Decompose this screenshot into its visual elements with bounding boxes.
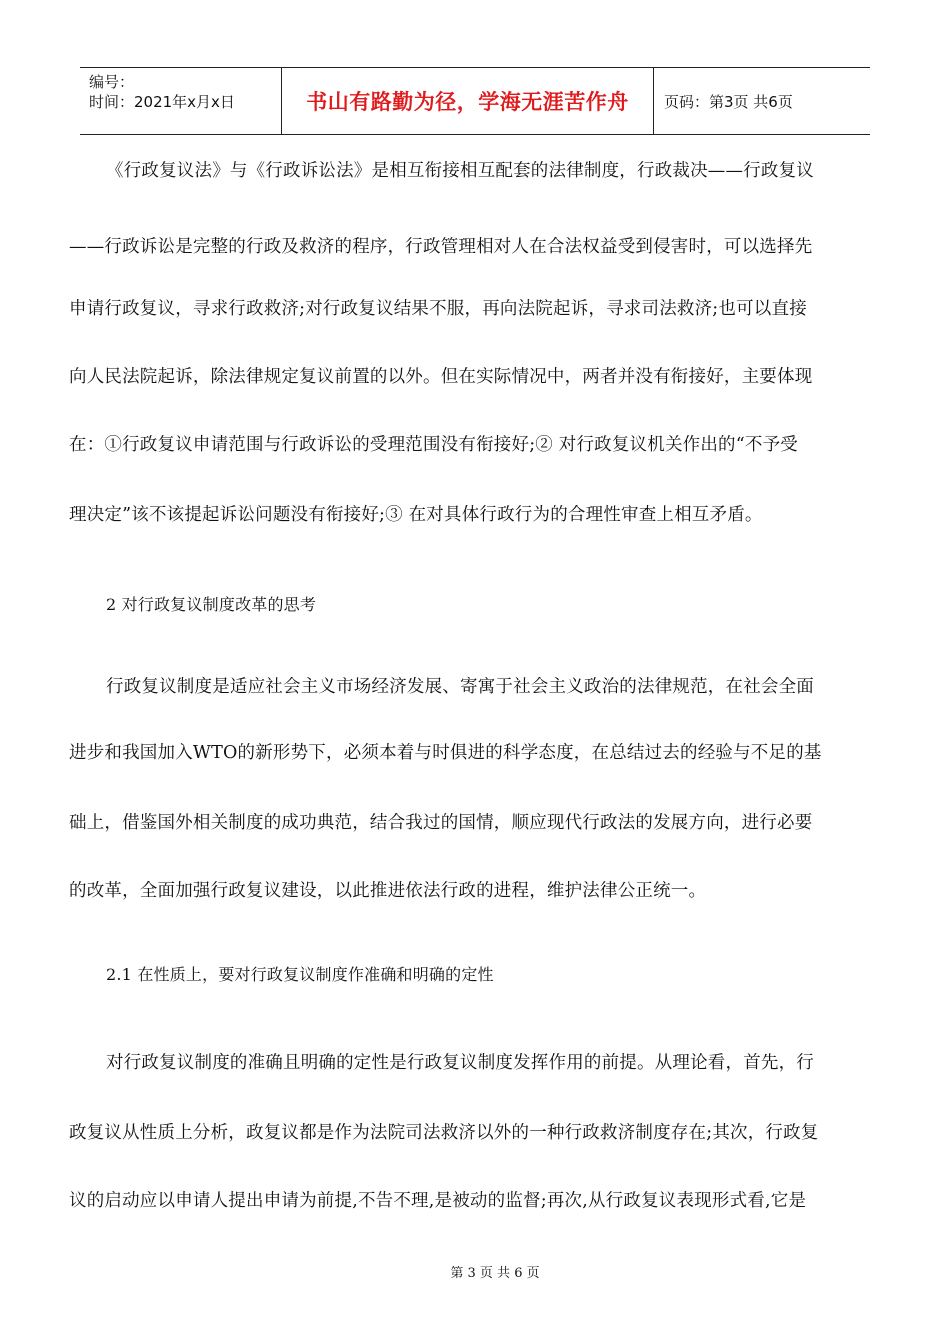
header-meta: [80, 68, 282, 134]
subsection-heading: 2.1 在性质上，要对行政复议制度作准确和明确的定性: [106, 965, 494, 984]
body-line: 在：①行政复议申请范围与行政诉讼的受理范围没有衔接好;② 对行政复议机关作出的“不予受: [69, 435, 799, 455]
body-line: 对行政复议制度的准确且明确的定性是行政复议制度发挥作用的前提。从理论看，首先，行: [106, 1053, 814, 1073]
body-line: 议的启动应以申请人提出申请为前提,不告不理,是被动的监督;再次,从行政复议表现形式看,它是: [69, 1191, 807, 1211]
body-line: ——行政诉讼是完整的行政及救济的程序，行政管理相对人在合法权益受到侵害时，可以选择先: [69, 237, 813, 257]
page-footer: 第 3 页 共 6 页: [450, 1266, 540, 1281]
page-header: [80, 67, 870, 135]
body-line: 《行政复议法》与《行政诉讼法》是相互衔接相互配套的法律制度，行政裁决——行政复议: [106, 161, 814, 181]
body-line: 的改革，全面加强行政复议建设，以此推进依法行政的进程，维护法律公正统一。: [69, 881, 707, 901]
header-motto: 书山有路勤为径，学海无涯苦作舟: [282, 68, 654, 134]
body-line: 理决定”该不该提起诉讼问题没有衔接好;③ 在对具体行政行为的合理性审查上相互矛盾。: [69, 505, 763, 525]
body-line: 进步和我国加入WTO的新形势下，必须本着与时俱进的科学态度，在总结过去的经验与不足的基: [69, 743, 822, 763]
document-number-label: 编号：: [89, 73, 135, 91]
body-line: 政复议从性质上分析，政复议都是作为法院司法救济以外的一种行政救济制度存在;其次，行政复: [69, 1123, 819, 1143]
body-line: 向人民法院起诉，除法律规定复议前置的以外。但在实际情况中，两者并没有衔接好，主要体现: [69, 367, 813, 387]
body-line: 础上，借鉴国外相关制度的成功典范，结合我过的国情，顺应现代行政法的发展方向，进行必要: [69, 813, 813, 833]
body-line: 行政复议制度是适应社会主义市场经济发展、寄寓于社会主义政治的法律规范，在社会全面: [106, 677, 814, 697]
section-heading: 2 对行政复议制度改革的思考: [106, 595, 317, 614]
document-date-label: 时间：2021年x月x日: [89, 93, 235, 111]
body-line: 申请行政复议，寻求行政救济;对行政复议结果不服，再向法院起诉，寻求司法救济;也可以直接: [69, 299, 807, 319]
header-page-code: 页码：第3页 共6页: [664, 92, 793, 111]
